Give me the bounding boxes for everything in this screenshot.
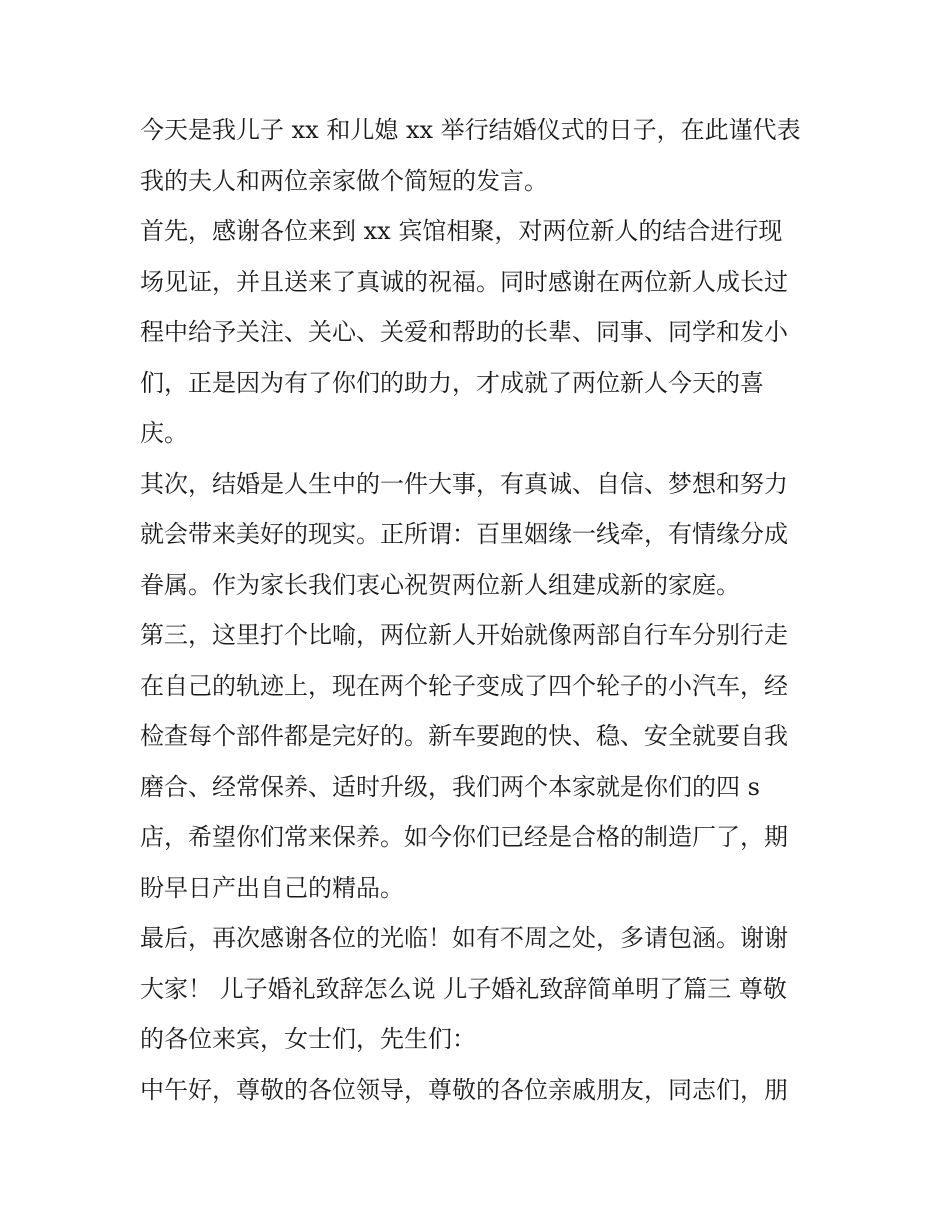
text-line: 在自己的轨迹上，现在两个轮子变成了四个轮子的小汽车，经 [140, 672, 788, 700]
text-line: 就会带来美好的现实。正所谓：百里姻缘一线牵，有情缘分成 [140, 520, 788, 548]
text-line: 第三，这里打个比喻，两位新人开始就像两部自行车分别行走 [140, 621, 788, 649]
text-line: 庆。 [140, 419, 188, 447]
text-line: 程中给予关注、关心、关爱和帮助的长辈、同事、同学和发小 [140, 318, 788, 346]
text-line: 今天是我儿子 xx 和儿媳 xx 举行结婚仪式的日子，在此谨代表 [140, 116, 801, 144]
text-line: 店，希望你们常来保养。如今你们已经是合格的制造厂了，期 [140, 823, 788, 851]
text-line: 检查每个部件都是完好的。新车要跑的快、稳、安全就要自我 [140, 722, 788, 750]
text-line: 其次，结婚是人生中的一件大事，有真诚、自信、梦想和努力 [140, 470, 788, 498]
text-line: 场见证，并且送来了真诚的祝福。同时感谢在两位新人成长过 [140, 268, 788, 296]
text-line: 我的夫人和两位亲家做个简短的发言。 [140, 167, 548, 195]
text-line: 眷属。作为家长我们衷心祝贺两位新人组建成新的家庭。 [140, 571, 740, 599]
text-line: 盼早日产出自己的精品。 [140, 874, 404, 902]
text-line: 中午好，尊敬的各位领导，尊敬的各位亲戚朋友，同志们，朋 [140, 1076, 788, 1104]
text-line: 首先，感谢各位来到 xx 宾馆相聚，对两位新人的结合进行现 [140, 217, 783, 245]
text-line: 最后，再次感谢各位的光临！如有不周之处，多请包涵。谢谢 [140, 924, 788, 952]
text-line: 磨合、经常保养、适时升级，我们两个本家就是你们的四 s [140, 773, 760, 801]
text-line: 的各位来宾，女士们，先生们： [140, 1025, 476, 1053]
text-line: 大家！ 儿子婚礼致辞怎么说 儿子婚礼致辞简单明了篇三 尊敬 [140, 975, 787, 1003]
text-line: 们，正是因为有了你们的助力，才成就了两位新人今天的喜 [140, 369, 764, 397]
